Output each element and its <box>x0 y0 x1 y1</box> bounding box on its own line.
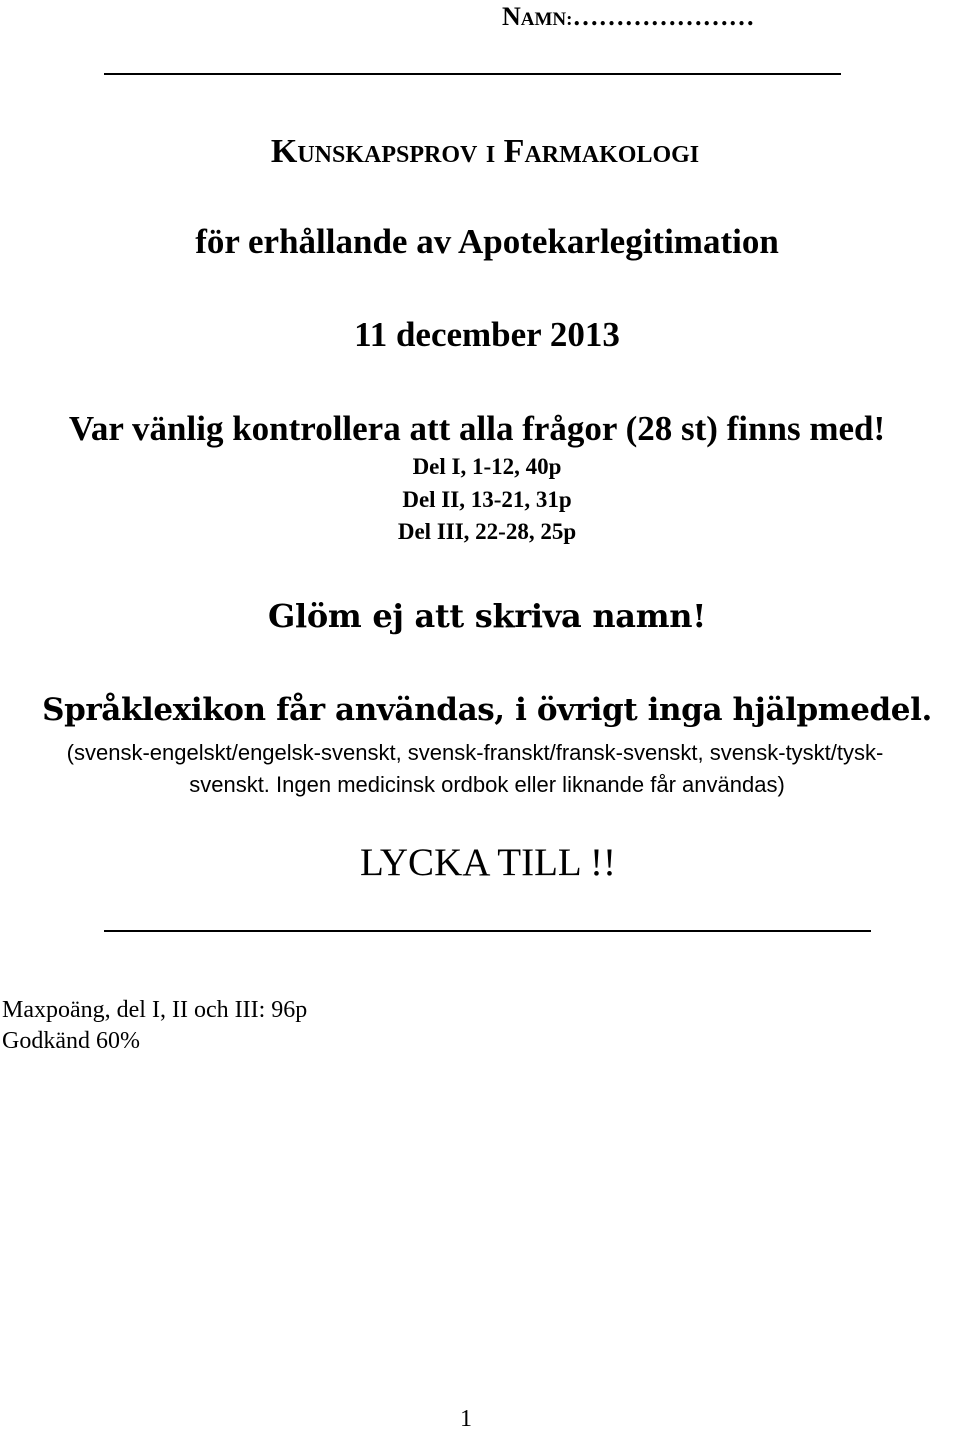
title-word1-rest: UNSKAPSPROV <box>297 142 478 168</box>
name-label-rest: AMN: <box>520 9 573 30</box>
aids-notice: Språklexikon får användas, i övrigt inga hjälpmedel. <box>42 692 932 728</box>
part-3-info: Del III, 22-28, 25p <box>397 519 577 544</box>
aids-details-line-1: (svensk-engelskt/engelsk-svenskt, svensk-franskt/fransk-svenskt, svensk-tyskt/tysk- <box>66 740 884 765</box>
title-word1-initial: K <box>270 133 298 170</box>
part-1-info: Del I, 1-12, 40p <box>412 454 562 479</box>
name-reminder: Glöm ej att skriva namn! <box>268 597 706 635</box>
bottom-divider <box>104 930 871 932</box>
title-word3-initial: F <box>503 133 525 170</box>
exam-title <box>0 133 960 171</box>
part-2-info: Del II, 13-21, 31p <box>402 487 572 512</box>
check-notice: Var vänlig kontrollera att alla frågor (28 st) finns med! <box>68 409 886 448</box>
title-word3-rest: ARMAKOLOGI <box>524 142 700 168</box>
pass-mark: Godkänd 60% <box>2 1028 140 1054</box>
title-word2: I <box>485 142 496 168</box>
top-divider <box>104 73 841 75</box>
max-points: Maxpoäng, del I, II och III: 96p <box>2 997 308 1023</box>
exam-subtitle: för erhållande av Apotekarlegitimation <box>195 222 779 261</box>
name-label-initial: N <box>502 2 521 31</box>
page-number: 1 <box>460 1406 472 1432</box>
name-field-label <box>502 2 754 32</box>
exam-date: 11 december 2013 <box>354 315 620 354</box>
name-dots: ………………… <box>572 2 755 31</box>
good-luck: LYCKA TILL !! <box>359 841 617 884</box>
aids-details-line-2: svenskt. Ingen medicinsk ordbok eller liknande får användas) <box>189 772 785 797</box>
